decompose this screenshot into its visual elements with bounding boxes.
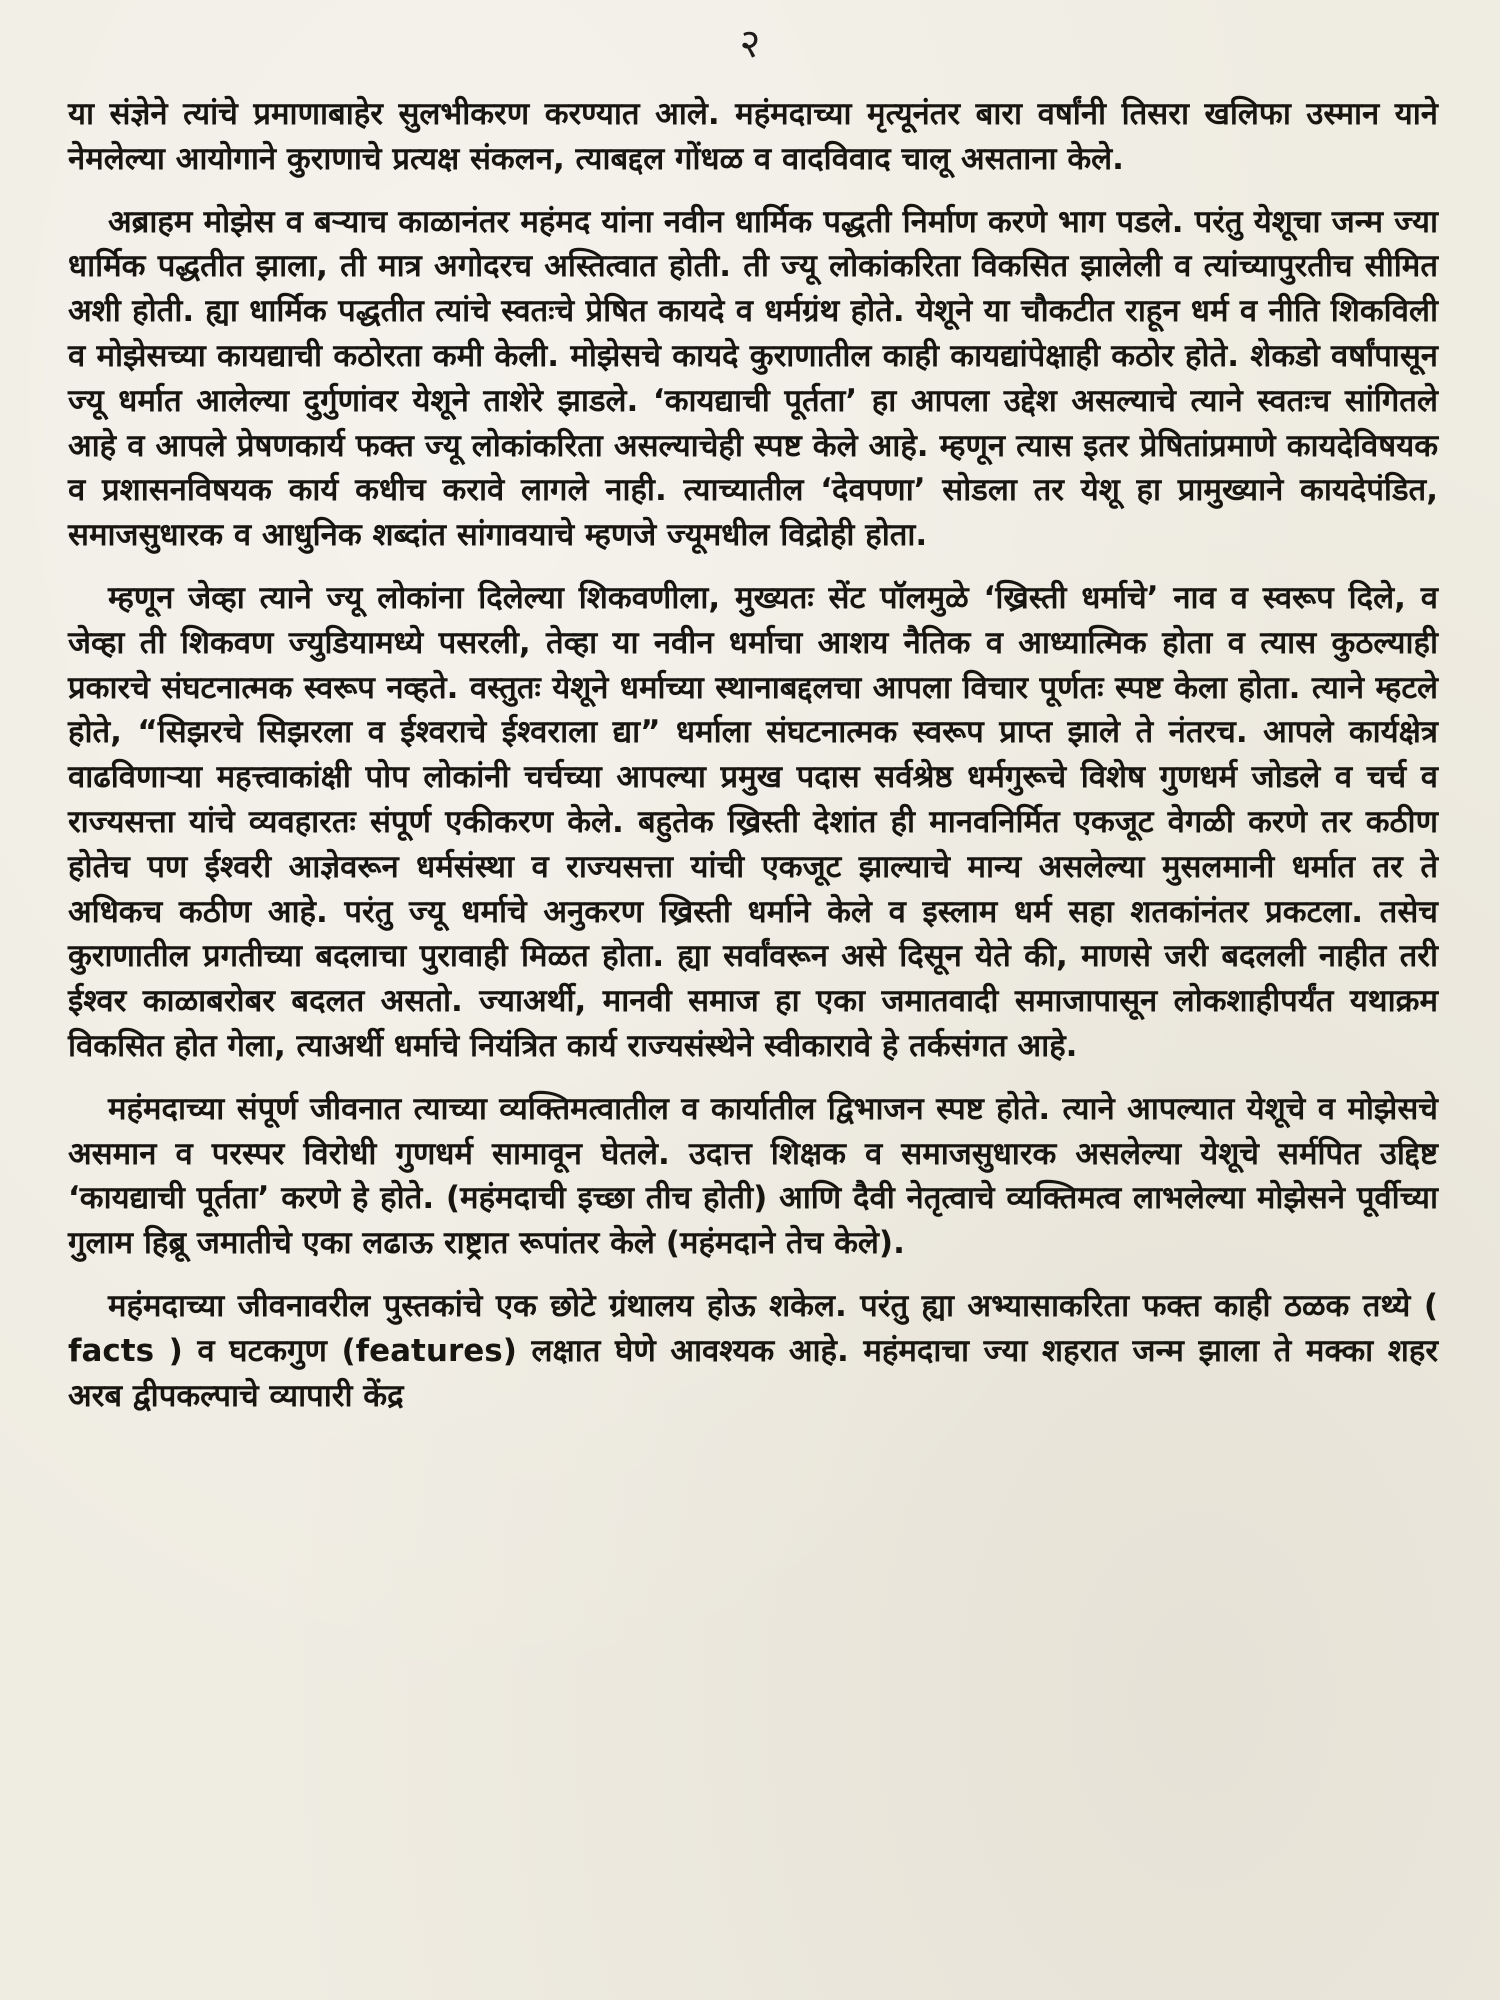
paragraph-4: महंमदाच्या संपूर्ण जीवनात त्याच्या व्यक्तिमत्वातील व कार्यातील द्विभाजन स्पष्ट होते. त्याने आपल्यात येशूचे व मोझेसचे असमान व परस्पर विरोधी गुणधर्म सामावून घेतले. उदात्त शिक्षक व समाजसुधारक असलेल्या येशूचे सर्मपित उद्दिष्ट ‘कायद्याची पूर्तता’ करणे हे होते. (महंमदाची इच्छा तीच होती) आणि दैवी नेतृत्वाचे व्यक्तिमत्व लाभलेल्या मोझेसने पूर्वीच्या गुलाम हिब्रू जमातीचे एका लढाऊ राष्ट्रात रूपांतर केले (महंमदाने तेच केले). xyxy=(68,1090,1438,1262)
paragraph-1: या संज्ञेने त्यांचे प्रमाणाबाहेर सुलभीकरण करण्यात आले. महंमदाच्या मृत्यूनंतर बारा वर्षांनी तिसरा खलिफा उस्मान याने नेमलेल्या आयोगाने कुराणाचे प्रत्यक्ष संकलन, त्याबद्दल गोंधळ व वादविवाद चालू असताना केले. xyxy=(68,96,1438,177)
body-text xyxy=(68,92,1438,1436)
page-number: २ xyxy=(739,21,761,67)
paragraph-5: महंमदाच्या जीवनावरील पुस्तकांचे एक छोटे ग्रंथालय होऊ शकेल. परंतु ह्या अभ्यासाकरिता फक्त काही ठळक तथ्ये ( facts ) व घटकगुण (features) लक्षात घेणे आवश्यक आहे. महंमदाचा ज्या शहरात जन्म झाला ते मक्का शहर अरब द्वीपकल्पाचे व्यापारी केंद्र xyxy=(68,1287,1438,1414)
paragraph-3: म्हणून जेव्हा त्याने ज्यू लोकांना दिलेल्या शिकवणीला, मुख्यतः सेंट पॉलमुळे ‘ख्रिस्ती धर्माचे’ नाव व स्वरूप दिले, व जेव्हा ती शिकवण ज्युडियामध्ये पसरली, तेव्हा या नवीन धर्माचा आशय नैतिक व आध्यात्मिक होता व त्यास कुठल्याही प्रकारचे संघटनात्मक स्वरूप नव्हते. वस्तुतः येशूने धर्माच्या स्थानाबद्दलचा आपला विचार पूर्णतः स्पष्ट केला होता. त्याने म्हटले होते, “सिझरचे सिझरला व ईश्वराचे ईश्वराला द्या” धर्माला संघटनात्मक स्वरूप प्राप्त झाले ते नंतरच. आपले कार्यक्षेत्र वाढविणाऱ्या महत्त्वाकांक्षी पोप लोकांनी चर्चच्या आपल्या प्रमुख पदास सर्वश्रेष्ठ धर्मगुरूचे विशेष गुणधर्म जोडले व चर्च व राज्यसत्ता यांचे व्यवहारतः संपूर्ण एकीकरण केले. बहुतेक ख्रिस्ती देशांत ही मानवनिर्मित एकजूट वेगळी करणे तर कठीण होतेच पण ईश्वरी आज्ञेवरून धर्मसंस्था व राज्यसत्ता यांची एकजूट झाल्याचे मान्य असलेल्या मुसलमानी धर्मात तर ते अधिकच कठीण आहे. परंतु ज्यू धर्माचे अनुकरण ख्रिस्ती धर्माने केले व इस्लाम धर्म सहा शतकांनंतर प्रकटला. तसेच कुराणातील प्रगतीच्या बदलाचा पुरावाही मिळत होता. ह्या सर्वांवरून असे दिसून येते की, माणसे जरी बदलली नाहीत तरी ईश्वर काळाबरोबर बदलत असतो. ज्याअर्थी, मानवी समाज हा एका जमातवादी समाजापासून लोकशाहीपर्यंत यथाक्रम विकसित होत गेला, त्याअर्थी धर्माचे नियंत्रित कार्य राज्यसंस्थेने स्वीकारावे हे तर्कसंगत आहे. xyxy=(68,579,1439,1064)
paragraph-2: अब्राहम मोझेस व बऱ्याच काळानंतर महंमद यांना नवीन धार्मिक पद्धती निर्माण करणे भाग पडले. परंतु येशूचा जन्म ज्या धार्मिक पद्धतीत झाला, ती मात्र अगोदरच अस्तित्वात होती. ती ज्यू लोकांकरिता विकसित झालेली व त्यांच्यापुरतीच सीमित अशी होती. ह्या धार्मिक पद्धतीत त्यांचे स्वतःचे प्रेषित कायदे व धर्मग्रंथ होते. येशूने या चौकटीत राहून धर्म व नीति शिकविली व मोझेसच्या कायद्याची कठोरता कमी केली. मोझेसचे कायदे कुराणातील काही कायद्यांपेक्षाही कठोर होते. शेकडो वर्षांपासून ज्यू धर्मात आलेल्या दुर्गुणांवर येशूने ताशेरे झाडले. ‘कायद्याची पूर्तता’ हा आपला उद्देश असल्याचे त्याने स्वतःच सांगितले आहे व आपले प्रेषणकार्य फक्त ज्यू लोकांकरिता असल्याचेही स्पष्ट केले आहे. म्हणून त्यास इतर प्रेषितांप्रमाणे कायदेविषयक व प्रशासनविषयक कार्य कधीच करावे लागले नाही. त्याच्यातील ‘देवपणा’ सोडला तर येशू हा प्रामुख्याने कायदेपंडित, समाजसुधारक व आधुनिक शब्दांत सांगावयाचे म्हणजे ज्यूमधील विद्रोही होता. xyxy=(68,203,1438,554)
